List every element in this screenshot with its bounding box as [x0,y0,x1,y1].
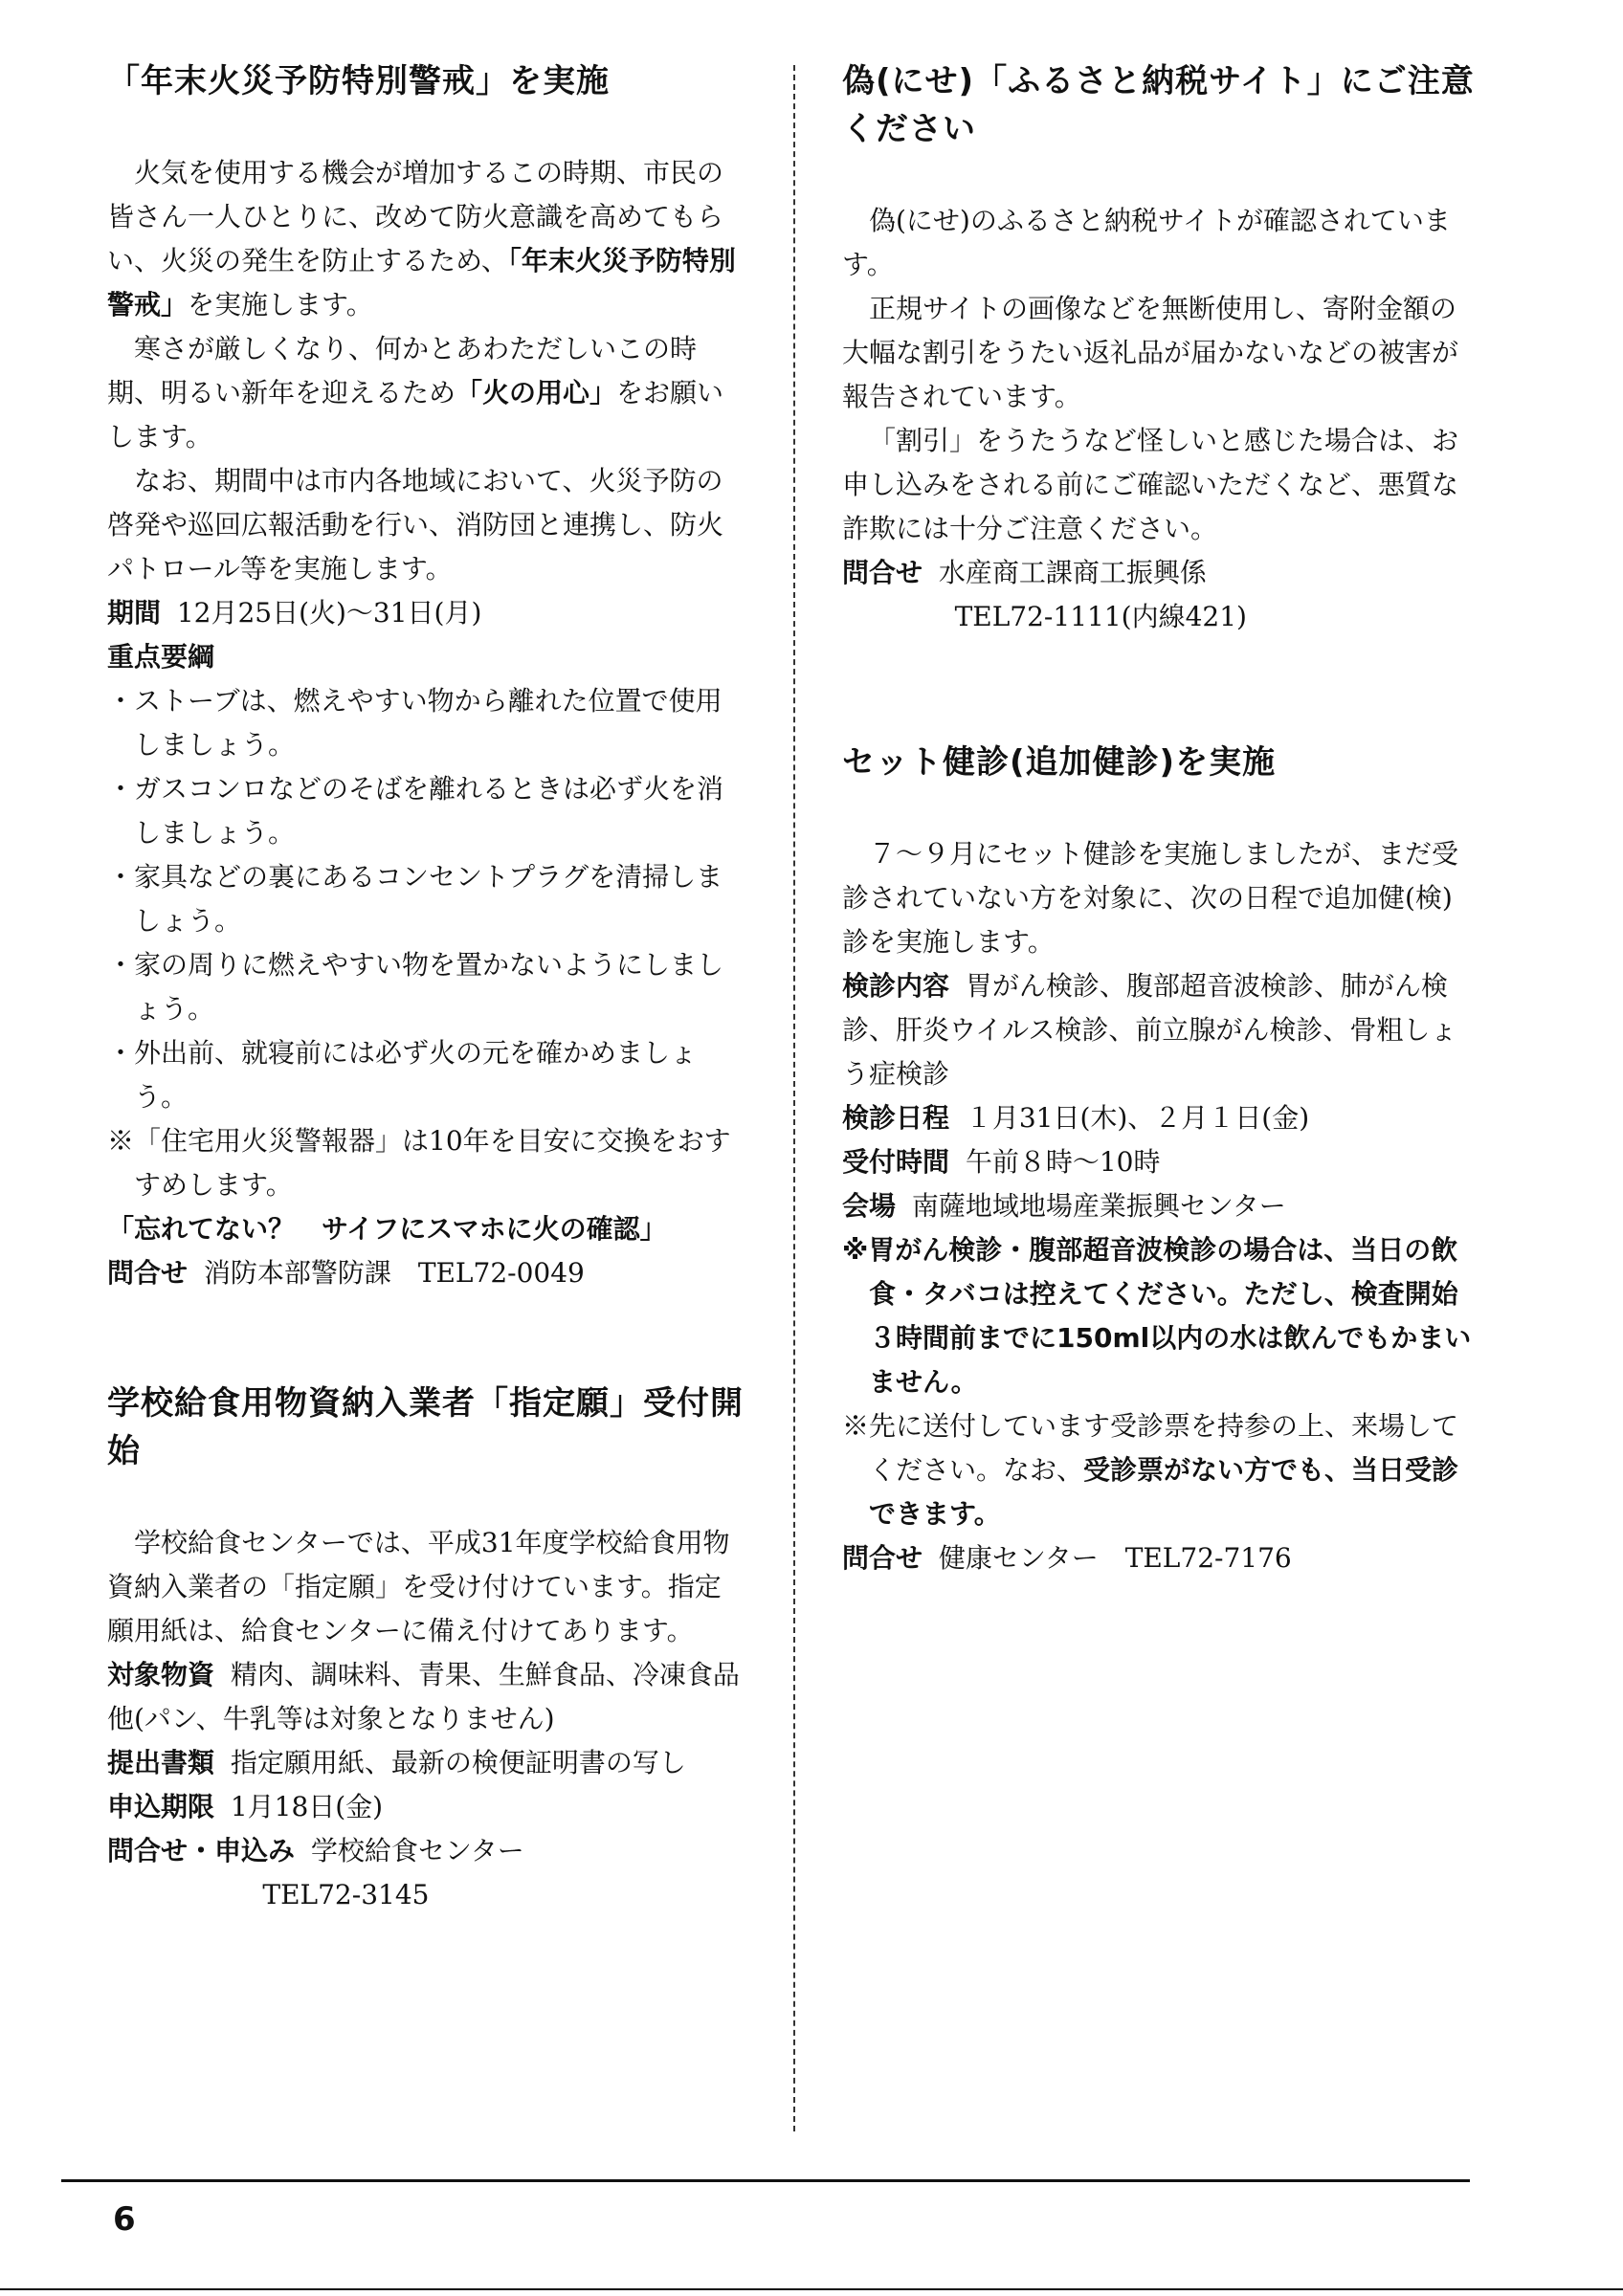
fire-campaign-name: 「年末火災予防特別警戒」 [107,245,736,320]
page-bottom-border [0,2288,1623,2290]
checkup-note-2: ※先に送付しています受診票を持参の上、来場してください。なお、受診票がない方でも、当日受診できます。 [842,1410,1459,1530]
health-checkup-article [842,739,1478,1580]
scam-contact: 問合せ 水産商工課商工振興係 [842,557,1207,588]
scam-paragraph-2: 正規サイトの画像などを無断使用し、寄附金額の大幅な割引をうたい返礼品が届かないなどの被害が報告されています。 [842,293,1459,412]
fire-bullet: ・ガスコンロなどのそばを離れるときは必ず火を消しましょう。 [107,773,724,849]
school-paragraph-1: 学校給食センターでは、平成31年度学校給食用物資納入業者の「指定願」を受け付けています。指定願用紙は、給食センターに備え付けてあります。 [107,1527,730,1646]
fire-paragraph-3: なお、期間中は市内各地域において、火災予防の啓発や巡回広報活動を行い、消防団と連携し、防火パトロール等を実施します。 [107,465,724,585]
scam-contact-tel: TEL72-1111(内線421) [954,601,1247,632]
fire-bullet: ・家の周りに燃えやすい物を置かないようにしましょう。 [107,949,724,1025]
column-divider [793,65,795,2131]
footer-rule [61,2179,1470,2182]
fire-paragraph-1: 火気を使用する機会が増加するこの時期、市民の皆さん一人ひとりに、改めて防火意識を高めてもらい、火災の発生を防止するため、「年末火災予防特別警戒」を実施します。 [107,157,736,320]
fire-note: ※「住宅用火災警報器」は10年を目安に交換をおすすめします。 [107,1125,731,1201]
school-contact: 問合せ・申込み 学校給食センター [107,1835,524,1866]
fire-key-points-label: 重点要綱 [107,641,215,673]
fire-prevention-article [107,57,744,1295]
school-lunch-article [107,1380,744,1917]
fire-contact: 問合せ 消防本部警防課 TEL72-0049 [107,1257,585,1289]
right-column [842,57,1478,1580]
scam-article-title: 偽(にせ)「ふるさと納税サイト」にご注意ください [842,62,1475,148]
checkup-paragraph-1: ７～９月にセット健診を実施しましたが、まだ受診されていない方を対象に、次の日程で追加健(検)診を実施します。 [842,838,1459,958]
school-items: 対象物資 精肉、調味料、青果、生鮮食品、冷凍食品他(パン、牛乳等は対象となりません) [107,1659,740,1734]
checkup-content: 検診内容 胃がん検診、腹部超音波検診、肺がん検診、肝炎ウイルス検診、前立腺がん検診、骨粗しょう症検診 [842,970,1457,1090]
fire-slogan-inline: 「火の用心」 [456,377,617,408]
scam-paragraph-1: 偽(にせ)のふるさと納税サイトが確認されています。 [842,205,1451,280]
scam-paragraph-3: 「割引」をうたうなど怪しいと感じた場合は、お申し込みをされる前にご確認いただくなど、悪質な詐欺には十分ご注意ください。 [842,425,1459,544]
school-article-title: 学校給食用物資納入業者「指定願」受付開始 [107,1384,744,1470]
fire-bullet: ・ストーブは、燃えやすい物から離れた位置で使用しましょう。 [107,685,723,761]
fire-period: 期間 12月25日(火)～31日(月) [107,597,482,629]
fire-article-title: 「年末火災予防特別警戒」を実施 [107,62,610,100]
fire-paragraph-2: 寒さが厳しくなり、何かとあわただしいこの時期、明るい新年を迎えるため「火の用心」をお願いします。 [107,333,724,453]
fire-slogan: 「忘れてない？ サイフにスマホに火の確認」 [107,1213,667,1245]
fire-bullet: ・家具などの裏にあるコンセントプラグを清掃しましょう。 [107,861,723,937]
checkup-note-1: ※胃がん検診・腹部超音波検診の場合は、当日の飲食・タバコは控えてください。ただし、検査開始３時間前までに150ml以内の水は飲んでもかまいません。 [842,1234,1472,1398]
school-contact-tel: TEL72-3145 [262,1879,430,1910]
page-number: 6 [113,2200,136,2239]
school-documents: 提出書類 指定願用紙、最新の検便証明書の写し [107,1747,686,1778]
checkup-venue: 会場 南薩地域地場産業振興センター [842,1190,1286,1222]
checkup-contact: 問合せ 健康センター TEL72-7176 [842,1542,1292,1574]
school-deadline: 申込期限 1月18日(金) [107,1791,384,1822]
checkup-dates: 検診日程 １月31日(木)、２月１日(金) [842,1102,1310,1134]
checkup-reception-time: 受付時間 午前８時～10時 [842,1146,1161,1178]
fire-bullet: ・外出前、就寝前には必ず火の元を確かめましょう。 [107,1037,698,1113]
left-column [107,57,744,1917]
scam-warning-article [842,57,1478,639]
checkup-article-title: セット健診(追加健診)を実施 [842,743,1277,782]
